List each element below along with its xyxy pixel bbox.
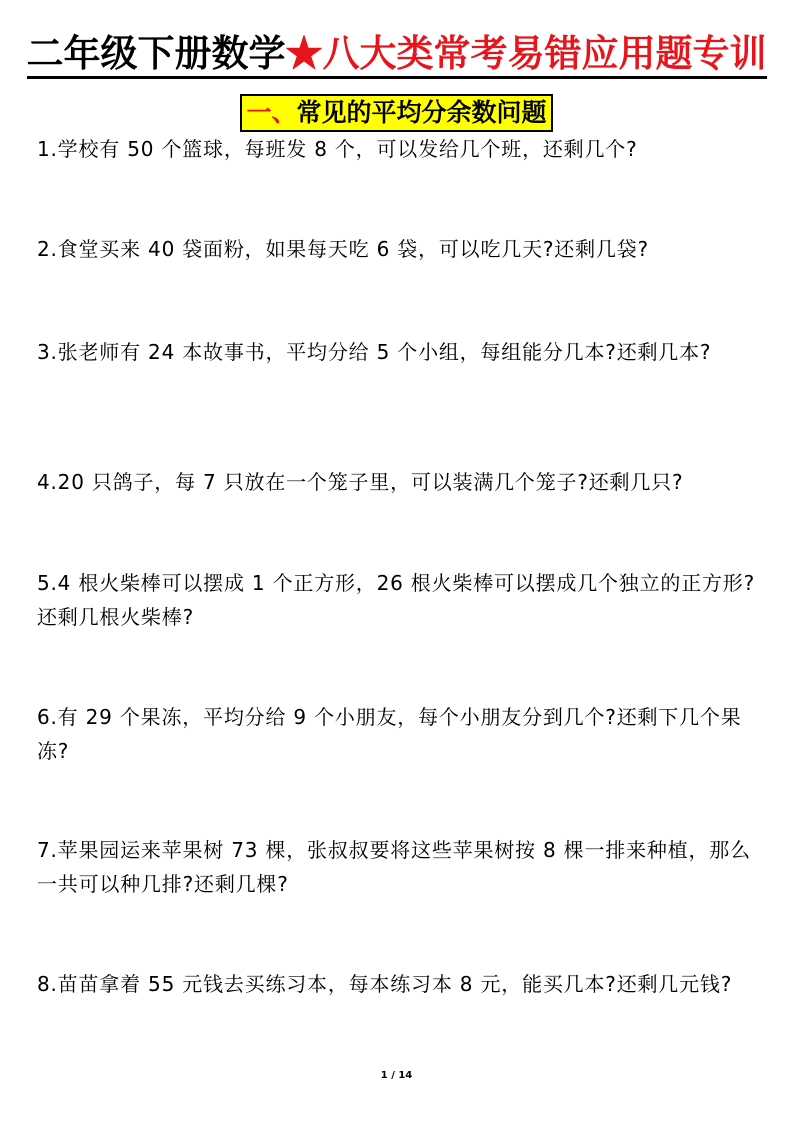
question-3: 3.张老师有 24 本故事书，平均分给 5 个小组，每组能分几本?还剩几本? xyxy=(37,340,712,364)
document-title xyxy=(0,30,793,76)
section-number: 一、 xyxy=(246,98,297,127)
question-1: 1.学校有 50 个篮球，每班发 8 个，可以发给几个班，还剩几个? xyxy=(37,137,638,161)
title-topic-text: 八大类常考易错应用题专训 xyxy=(322,31,767,75)
document-title-text xyxy=(27,31,767,79)
question-8: 8.苗苗拿着 55 元钱去买练习本，每本练习本 8 元，能买几本?还剩几元钱? xyxy=(37,972,733,996)
section-heading-text: 常见的平均分余数问题 xyxy=(296,98,547,127)
question-4: 4.20 只鸽子，每 7 只放在一个笼子里，可以装满几个笼子?还剩几只? xyxy=(37,470,684,494)
section-heading-container xyxy=(0,94,793,132)
question-7: 7.苹果园运来苹果树 73 棵，张叔叔要将这些苹果树按 8 棵一排来种植，那么一共可以种几排?还剩几棵? xyxy=(37,838,751,896)
question-2: 2.食堂买来 40 袋面粉，如果每天吃 6 袋，可以吃几天?还剩几袋? xyxy=(37,237,649,261)
question-6: 6.有 29 个果冻，平均分给 9 个小朋友，每个小朋友分到几个?还剩下几个果冻? xyxy=(37,705,742,763)
section-heading xyxy=(240,94,552,132)
title-grade-text: 二年级下册数学 xyxy=(26,31,286,75)
star-icon: ★ xyxy=(285,31,323,75)
page-number: 1 / 14 xyxy=(380,1070,413,1081)
question-5: 5.4 根火柴棒可以摆成 1 个正方形，26 根火柴棒可以摆成几个独立的正方形?还剩几根火柴棒? xyxy=(37,571,756,629)
